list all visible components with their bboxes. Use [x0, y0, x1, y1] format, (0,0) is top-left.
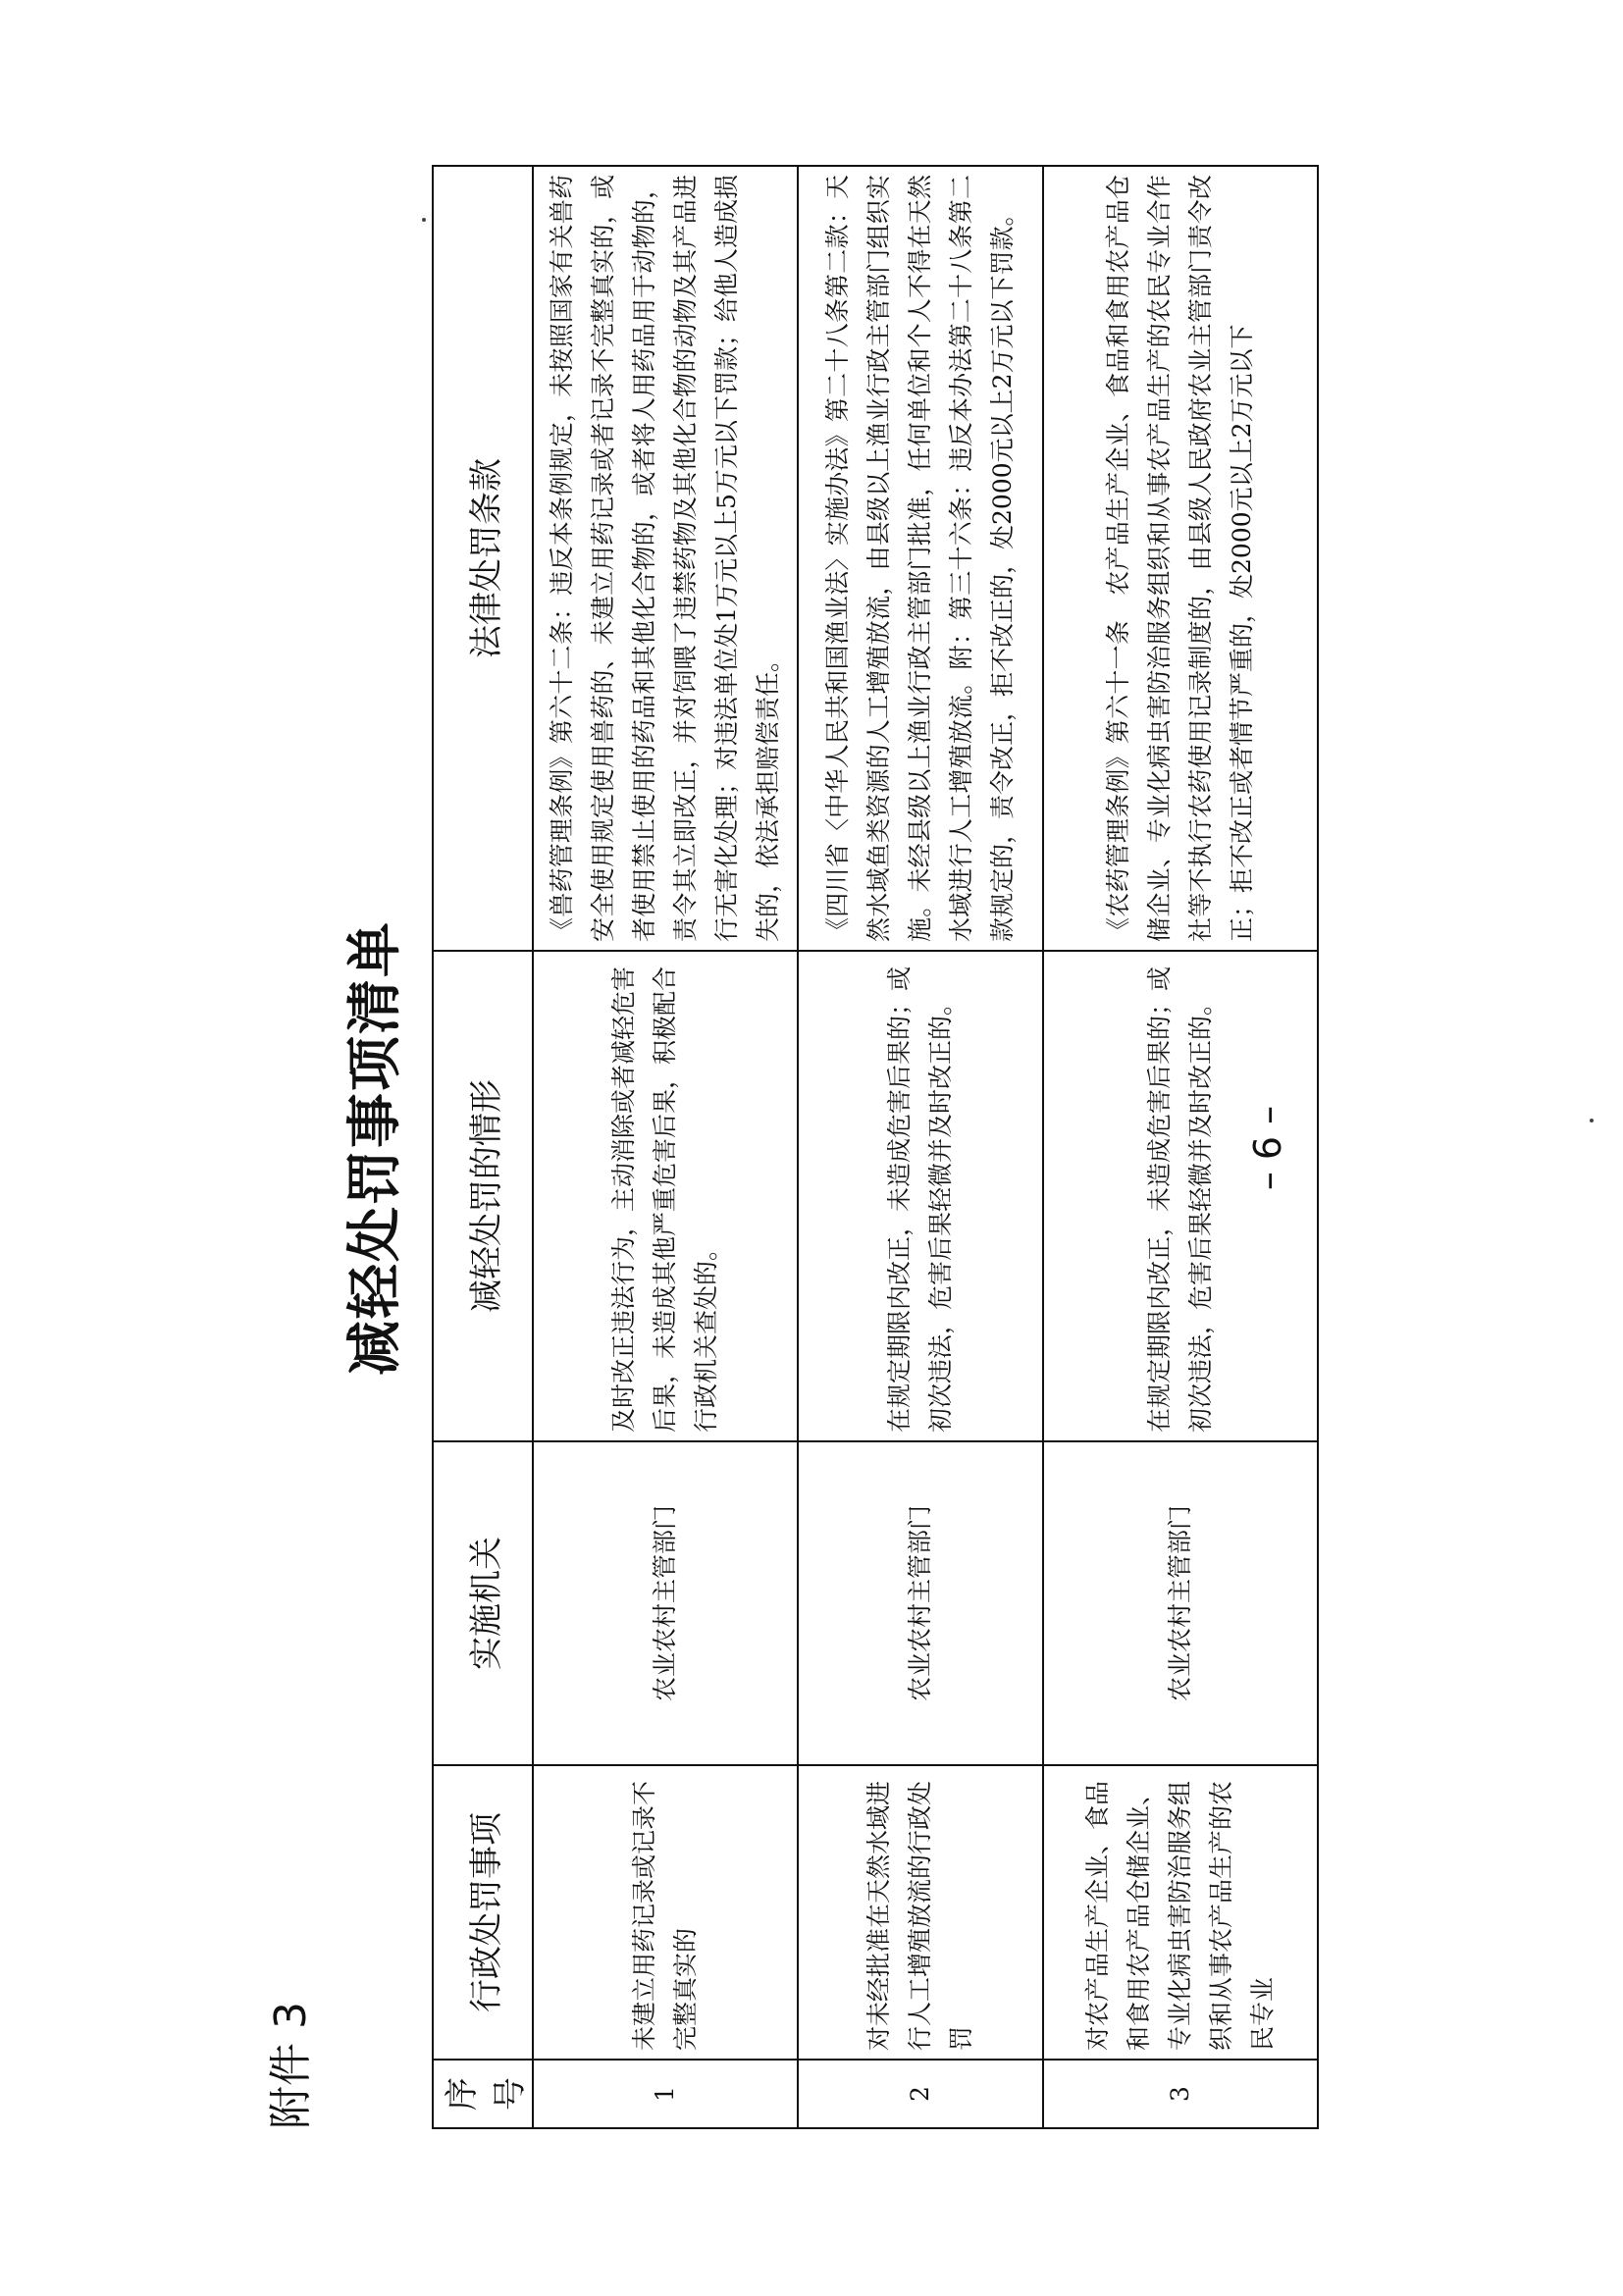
cell-item: 对未经批准在天然水域进行人工增殖放流的行政处罚 — [798, 1765, 1043, 2060]
cell-circumstance: 及时改正违法行为，主动消除或者减轻危害后果，未造成其他严重危害后果，积极配合行政机关查处的。 — [533, 951, 798, 1441]
penalty-table — [432, 165, 1319, 2129]
header-circumstance: 减轻处罚的情形 — [433, 951, 533, 1441]
cell-circumstance: 在规定期限内改正，未造成危害后果的；或初次违法，危害后果轻微并及时改正的。 — [798, 951, 1043, 1441]
cell-agency: 农业农村主管部门 — [798, 1441, 1043, 1765]
cell-agency: 农业农村主管部门 — [1043, 1441, 1318, 1765]
cell-agency: 农业农村主管部门 — [533, 1441, 798, 1765]
cell-law: 《兽药管理条例》第六十二条：违反本条例规定，未按照国家有关兽药安全使用规定使用兽药的、未建立用药记录或者记录不完整真实的，或者使用禁止使用的药品和其他化合物的，或者将人用药品用于动物的，责令其立即改正，并对饲喂了违禁药物及其他化合物的动物及其产品进行无害化处理；对违法单位处1万元以上5万元以下罚款；给他人造成损失的，依法承担赔偿责任。 — [533, 166, 798, 951]
cell-item: 对农产品生产企业、食品和食用农产品仓储企业、专业化病虫害防治服务组织和从事农产品生产的农民专业 — [1043, 1765, 1318, 2060]
cell-law: 《农药管理条例》第六十一条 农产品生产企业、食品和食用农产品仓储企业、专业化病虫害防治服务组织和从事农产品生产的农民专业合作社等不执行农药使用记录制度的，由县级人民政府农业主管部门责令改正；拒不改正或者情节严重的，处2000元以上2万元以下 — [1043, 166, 1318, 951]
cell-no: 2 — [798, 2060, 1043, 2128]
attachment-label: 附件 3 — [266, 2002, 316, 2129]
header-law: 法律处罚条款 — [433, 166, 533, 951]
table-row — [798, 166, 1043, 2128]
cell-no: 1 — [533, 2060, 798, 2128]
cell-item: 未建立用药记录或记录不完整真实的 — [533, 1765, 798, 2060]
scan-speck — [1590, 1119, 1594, 1122]
table-header-row — [433, 166, 533, 2128]
cell-law: 《四川省〈中华人民共和国渔业法〉实施办法》第二十八条第二款：天然水域鱼类资源的人工增殖放流，由县级以上渔业行政主管部门组织实施。未经县级以上渔业行政主管部门批准，任何单位和个人不得在天然水域进行人工增殖放流。附：第三十六条：违反本办法第二十八条第二款规定的，责令改正，拒不改正的，处2000元以上2万元以下罚款。 — [798, 166, 1043, 951]
rotated-page — [216, 157, 1335, 2139]
table-row — [533, 166, 798, 2128]
header-agency: 实施机关 — [433, 1441, 533, 1765]
header-no: 序号 — [433, 2060, 533, 2128]
page-title: 减轻处罚事项清单 — [342, 920, 407, 1376]
cell-circumstance: 在规定期限内改正，未造成危害后果的；或初次违法，危害后果轻微并及时改正的。 — [1043, 951, 1318, 1441]
scan-speck — [422, 218, 426, 222]
page-number: – 6 – — [1246, 1105, 1289, 1191]
cell-no: 3 — [1043, 2060, 1318, 2128]
header-item: 行政处罚事项 — [433, 1765, 533, 2060]
